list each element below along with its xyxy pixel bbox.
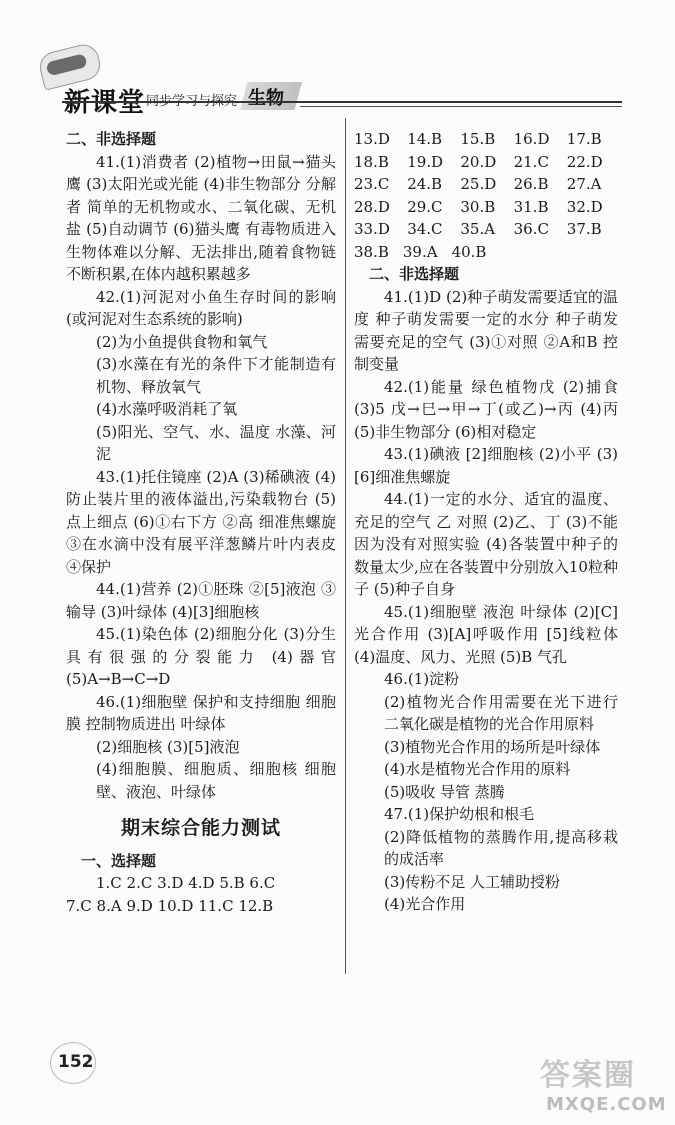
- choice-answers-line-1: 1.C 2.C 3.D 4.D 5.B 6.C: [96, 874, 276, 892]
- choice-answer: 16.D: [513, 130, 550, 148]
- choice-answer: 32.D: [566, 197, 603, 216]
- choice-answer: 17.B: [566, 130, 602, 148]
- answer-43: 43.(1)托住镜座 (2)A (3)稀碘液 (4)防止装片里的液体溢出,污染载物台 (5)点上细点 (6)①右下方 ②高 细准焦螺旋 ③在水滴中没有展平洋葱鳞片叶内表皮 ④保护: [66, 467, 336, 576]
- watermark: [540, 1050, 670, 1120]
- answer-46-4: (4)水是植物光合作用的原料: [384, 760, 571, 778]
- section-heading: 二、非选择题: [369, 265, 460, 283]
- watermark-url: MXQE.COM: [546, 1094, 667, 1115]
- choice-answers-line-2: 7.C 8.A 9.D 10.D 11.C 12.B: [66, 896, 274, 915]
- right-column: [354, 128, 618, 916]
- answer-47-3: (3)传粉不足 人工辅助授粉: [384, 872, 561, 891]
- answer-46-4: (4)细胞膜、细胞质、细胞核 细胞壁、液泡、叶绿体: [96, 760, 336, 801]
- answer-47-4: (4)光合作用: [384, 895, 466, 913]
- header-rule-secondary: [300, 106, 622, 107]
- choice-answer: 15.B: [460, 130, 496, 148]
- choice-answer: 33.D: [354, 220, 390, 238]
- answer-46-2: (2)植物光合作用需要在光下进行 二氧化碳是植物的光合作用原料: [384, 692, 618, 733]
- choice-answer: 22.D: [566, 152, 603, 171]
- choice-answer: 14.B: [407, 130, 443, 148]
- choice-answer: 25.D: [460, 175, 497, 193]
- answer-45: 45.(1)染色体 (2)细胞分化 (3)分生 具有很强的分裂能力 (4)器官 (5)A→B→C→D: [66, 625, 336, 688]
- answer-47-2: (2)降低植物的蒸腾作用,提高移栽的成活率: [384, 827, 618, 868]
- exam-title: 期末综合能力测试: [120, 817, 281, 839]
- answer-42-5: (5)阳光、空气、水、温度 水藻、河泥: [96, 422, 336, 463]
- answer-45: 45.(1)细胞壁 液泡 叶绿体 (2)[C]光合作用 (3)[A]呼吸作用 [5]线粒体 (4)温度、风力、光照 (5)B 气孔: [354, 602, 618, 666]
- choice-answer: 30.B: [460, 197, 496, 216]
- choice-answer: 34.C: [407, 220, 443, 238]
- answer-43: 43.(1)碘液 [2]细胞核 (2)小平 (3)[6]细准焦螺旋: [354, 445, 618, 486]
- section-heading-choice: 一、选择题: [81, 851, 157, 870]
- choice-answer: 40.B: [451, 242, 487, 261]
- choice-answer-tail: [354, 241, 618, 264]
- choice-answer: 13.D: [354, 130, 390, 148]
- column-divider: [345, 118, 346, 974]
- choice-answer: 27.A: [566, 175, 602, 193]
- choice-answer: 28.D: [354, 197, 390, 216]
- answer-46-1: 46.(1)淀粉: [384, 670, 460, 688]
- choice-answer: 31.B: [513, 197, 549, 216]
- answer-46-5: (5)吸收 导管 蒸腾: [384, 782, 505, 801]
- subject-label: 生物: [248, 88, 284, 109]
- choice-answer: 39.A: [402, 242, 438, 261]
- answer-42-2: (2)为小鱼提供食物和氧气: [96, 332, 268, 351]
- choice-answer: 20.D: [460, 152, 497, 171]
- header-rule: [62, 101, 622, 103]
- choice-answer: 18.B: [354, 152, 389, 171]
- choice-answer: 26.B: [513, 175, 549, 193]
- page-number: 152: [58, 1052, 94, 1072]
- choice-answer: 21.C: [513, 152, 549, 171]
- answer-46-2: (2)细胞核 (3)[5]液泡: [96, 737, 240, 756]
- answer-47-1: 47.(1)保护幼根和根毛: [384, 805, 535, 823]
- choice-answer: 35.A: [460, 220, 496, 238]
- answer-44: 44.(1)一定的水分、适宜的温度、充足的空气 乙 对照 (2)乙、丁 (3)不能 因为没有对照实验 (4)各装置中种子的数量太少,应在各装置中分别放入10粒种子 (5)种子自身: [354, 490, 618, 598]
- section-heading: 二、非选择题: [66, 130, 157, 148]
- choice-answer: 38.B: [354, 242, 389, 261]
- choice-answer: 29.C: [407, 197, 443, 216]
- answer-42-4: (4)水藻呼吸消耗了氧: [96, 400, 238, 418]
- choice-answer: 19.D: [407, 152, 444, 171]
- page-header: [0, 0, 675, 120]
- answer-46-1: 46.(1)细胞壁 保护和支持细胞 细胞膜 控制物质进出 叶绿体: [66, 692, 336, 733]
- choice-answer: 23.C: [354, 175, 390, 193]
- choice-answer-grid: [354, 128, 618, 241]
- choice-answer: 37.B: [566, 220, 602, 238]
- answer-42: 42.(1)能量 绿色植物戊 (2)捕食 (3)5 戊→巳→甲→丁(或乙)→丙 (4)丙 (5)非生物部分 (6)相对稳定: [354, 377, 618, 441]
- answer-41: 41.(1)D (2)种子萌发需要适宜的温度 种子萌发需要一定的水分 种子萌发需要充足的空气 (3)①对照 ②A和B 控制变量: [354, 287, 618, 373]
- watermark-logo: 答案圈: [540, 1058, 636, 1093]
- answer-41: 41.(1)消费者 (2)植物→田鼠→猫头鹰 (3)太阳光或光能 (4)非生物部分 分解者 简单的无机物或水、二氧化碳、无机盐 (5)自动调节 (6)猫头鹰 有毒物质进入生物体难以分解、无法排出,随着食物链不断积累,在体内越积累越多: [66, 152, 336, 283]
- choice-answer: 24.B: [407, 175, 443, 193]
- choice-answer: 36.C: [513, 220, 549, 238]
- brand-title: 新课堂: [64, 88, 146, 118]
- series-title: 同步学习与探究: [146, 94, 238, 109]
- answer-42-3: (3)水藻在有光的条件下才能制造有机物、释放氧气: [96, 355, 336, 396]
- answer-46-3: (3)植物光合作用的场所是叶绿体: [384, 737, 601, 756]
- answer-44: 44.(1)营养 (2)①胚珠 ②[5]液泡 ③输导 (3)叶绿体 (4)[3]细胞核: [66, 580, 336, 621]
- answer-42-1: 42.(1)河泥对小鱼生存时间的影响(或河泥对生态系统的影响): [66, 287, 336, 328]
- left-column: [66, 128, 336, 917]
